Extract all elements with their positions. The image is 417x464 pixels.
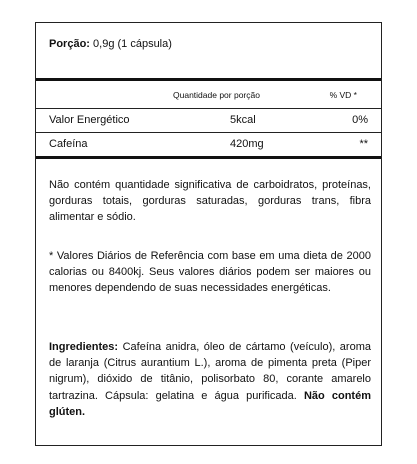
gluten-statement: Não contém glúten. xyxy=(49,389,371,418)
nutrient-amount: 420mg xyxy=(230,138,264,150)
header-quantity: Quantidade por porção xyxy=(173,90,260,100)
table-row xyxy=(36,110,381,132)
nutrient-name: Cafeína xyxy=(49,138,88,150)
nutrition-label xyxy=(35,22,382,446)
ingredients-label: Ingredientes: xyxy=(49,341,119,353)
table-bottom-bar xyxy=(36,156,381,159)
insignificant-nutrients-note: Não contém quantidade significativa de carboidratos, proteínas, gorduras totais, gorduras saturadas, gorduras trans, fibra alimentar e sódio. xyxy=(49,179,371,224)
nutrient-name: Valor Energético xyxy=(49,114,130,126)
table-divider xyxy=(36,108,381,109)
table-row xyxy=(36,134,381,156)
nutrient-daily-value: ** xyxy=(359,138,368,150)
serving-size-value: 0,9g (1 cápsula) xyxy=(93,38,172,50)
table-top-bar xyxy=(36,78,381,81)
nutrient-amount: 5kcal xyxy=(230,114,256,126)
ingredients-text: Cafeína anidra, óleo de cártamo (veículo), aroma de laranja (Citrus aurantium L.), aroma de pimenta preta (Piper nigrum), dióxido de titânio, polisorbato 80, corante amarelo tartrazina. Cápsula: gelatina e água purificada. xyxy=(49,341,371,402)
nutrient-daily-value: 0% xyxy=(352,114,368,126)
header-daily-value: % VD * xyxy=(329,90,357,100)
serving-size xyxy=(49,38,172,50)
table-header xyxy=(36,87,381,105)
ingredients-section xyxy=(49,339,371,420)
table-divider xyxy=(36,132,381,133)
serving-size-label: Porção: xyxy=(49,38,90,50)
daily-values-footnote: * Valores Diários de Referência com base em uma dieta de 2000 calorias ou 8400kj. Seus valores diários podem ser maiores ou menores dependendo de suas necessidades energéticas. xyxy=(49,250,371,295)
